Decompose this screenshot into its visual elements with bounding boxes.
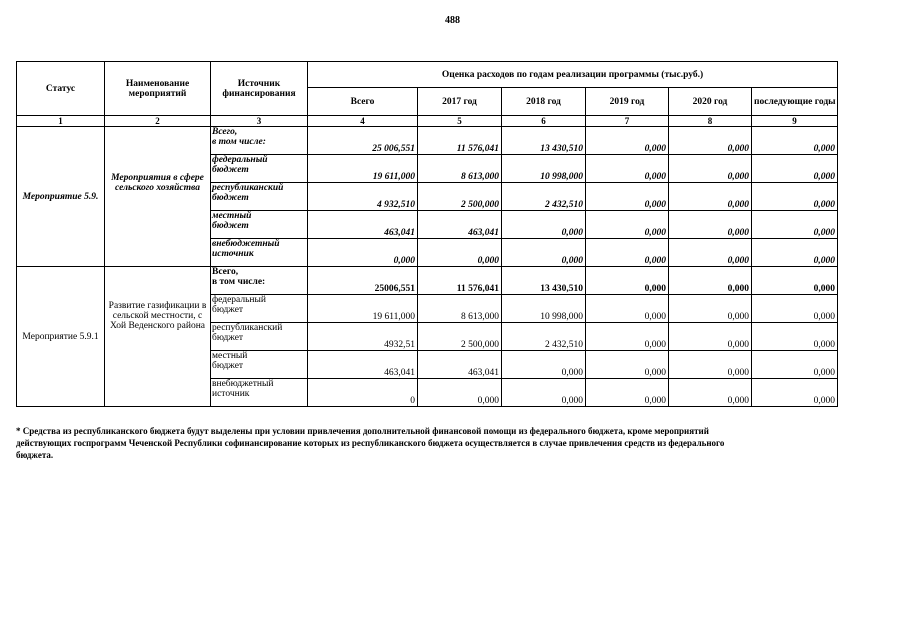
header-status: Статус — [17, 62, 105, 116]
value-cell: 0,000 — [669, 295, 752, 323]
value-cell: 0,000 — [586, 267, 669, 295]
column-number-row — [17, 116, 838, 127]
header-2017: 2017 год — [418, 88, 502, 116]
value-cell: 463,041 — [418, 211, 502, 239]
value-cell: 0,000 — [752, 239, 838, 267]
value-cell: 0,000 — [752, 295, 838, 323]
value-cell: 0,000 — [669, 155, 752, 183]
column-number: 4 — [308, 116, 418, 127]
source-cell: внебюджетный источник — [211, 239, 308, 267]
value-cell: 0,000 — [669, 127, 752, 155]
value-cell: 8 613,000 — [418, 295, 502, 323]
source-cell: Всего, в том числе: — [211, 267, 308, 295]
value-cell: 0,000 — [586, 127, 669, 155]
value-cell: 0,000 — [669, 379, 752, 407]
column-number: 2 — [105, 116, 211, 127]
value-cell: 0,000 — [502, 351, 586, 379]
value-cell: 19 611,000 — [308, 295, 418, 323]
table-row — [17, 127, 838, 155]
value-cell: 2 432,510 — [502, 323, 586, 351]
value-cell: 13 430,510 — [502, 127, 586, 155]
value-cell: 0,000 — [418, 239, 502, 267]
value-cell: 0,000 — [752, 155, 838, 183]
value-cell: 0,000 — [669, 211, 752, 239]
value-cell: 463,041 — [308, 351, 418, 379]
source-cell: федеральный бюджет — [211, 295, 308, 323]
source-cell: местный бюджет — [211, 351, 308, 379]
value-cell: 10 998,000 — [502, 155, 586, 183]
value-cell: 25006,551 — [308, 267, 418, 295]
header-estimate: Оценка расходов по годам реализации программы (тыс.руб.) — [308, 62, 838, 88]
value-cell: 2 500,000 — [418, 183, 502, 211]
value-cell: 11 576,041 — [418, 127, 502, 155]
value-cell: 0,000 — [752, 323, 838, 351]
value-cell: 0,000 — [502, 239, 586, 267]
source-cell: республиканский бюджет — [211, 183, 308, 211]
header-2019: 2019 год — [586, 88, 669, 116]
block-measure-5-9 — [17, 127, 838, 267]
value-cell: 0,000 — [308, 239, 418, 267]
column-number: 6 — [502, 116, 586, 127]
source-cell: местный бюджет — [211, 211, 308, 239]
value-cell: 0,000 — [752, 351, 838, 379]
column-number: 5 — [418, 116, 502, 127]
value-cell: 0,000 — [752, 127, 838, 155]
block-measure-5-9-1 — [17, 267, 838, 407]
source-cell: федеральный бюджет — [211, 155, 308, 183]
value-cell: 0,000 — [586, 239, 669, 267]
value-cell: 2 500,000 — [418, 323, 502, 351]
value-cell: 0,000 — [669, 323, 752, 351]
measure-name-cell: Развитие газификации в сельской местности, с Хой Веденского района — [105, 267, 211, 407]
footnote: * Средства из республиканского бюджета будут выделены при условии привлечения дополнительной финансовой помощи из федерального бюджета, кроме мероприятий действующих госпрограмм Чеченской Республики софинансирование которых из республиканского бюджета осуществляется в случае привлечения средств из федерального бюджета. — [16, 426, 725, 460]
value-cell: 0,000 — [752, 183, 838, 211]
table-row — [17, 267, 838, 295]
source-cell: республиканский бюджет — [211, 323, 308, 351]
page-number: 488 — [445, 15, 460, 26]
value-cell: 0,000 — [586, 155, 669, 183]
value-cell: 0,000 — [586, 351, 669, 379]
value-cell: 463,041 — [308, 211, 418, 239]
value-cell: 0,000 — [752, 267, 838, 295]
value-cell: 0,000 — [586, 379, 669, 407]
value-cell: 0,000 — [586, 323, 669, 351]
value-cell: 0,000 — [502, 379, 586, 407]
header-2020: 2020 год — [669, 88, 752, 116]
value-cell: 0,000 — [586, 295, 669, 323]
value-cell: 0,000 — [752, 211, 838, 239]
value-cell: 0 — [308, 379, 418, 407]
value-cell: 0,000 — [586, 211, 669, 239]
column-number: 7 — [586, 116, 669, 127]
source-cell: внебюджетный источник — [211, 379, 308, 407]
value-cell: 13 430,510 — [502, 267, 586, 295]
column-number: 8 — [669, 116, 752, 127]
value-cell: 0,000 — [586, 183, 669, 211]
value-cell: 0,000 — [669, 183, 752, 211]
value-cell: 10 998,000 — [502, 295, 586, 323]
value-cell: 0,000 — [669, 351, 752, 379]
column-number: 1 — [17, 116, 105, 127]
value-cell: 25 006,551 — [308, 127, 418, 155]
header-total: Всего — [308, 88, 418, 116]
value-cell: 0,000 — [669, 239, 752, 267]
header-source: Источник финансирования — [211, 62, 308, 116]
value-cell: 4932,51 — [308, 323, 418, 351]
value-cell: 19 611,000 — [308, 155, 418, 183]
source-cell: Всего, в том числе: — [211, 127, 308, 155]
header-later: последующие годы — [752, 88, 838, 116]
header-2018: 2018 год — [502, 88, 586, 116]
value-cell: 11 576,041 — [418, 267, 502, 295]
column-number: 3 — [211, 116, 308, 127]
value-cell: 0,000 — [669, 267, 752, 295]
value-cell: 4 932,510 — [308, 183, 418, 211]
status-cell: Мероприятие 5.9. — [17, 127, 105, 267]
measure-name-cell: Мероприятия в сфере сельского хозяйства — [105, 127, 211, 267]
value-cell: 463,041 — [418, 351, 502, 379]
header-name: Наименование мероприятий — [105, 62, 211, 116]
budget-table — [16, 61, 838, 407]
status-cell: Мероприятие 5.9.1 — [17, 267, 105, 407]
value-cell: 8 613,000 — [418, 155, 502, 183]
value-cell: 0,000 — [502, 211, 586, 239]
value-cell: 0,000 — [418, 379, 502, 407]
value-cell: 2 432,510 — [502, 183, 586, 211]
value-cell: 0,000 — [752, 379, 838, 407]
column-number: 9 — [752, 116, 838, 127]
